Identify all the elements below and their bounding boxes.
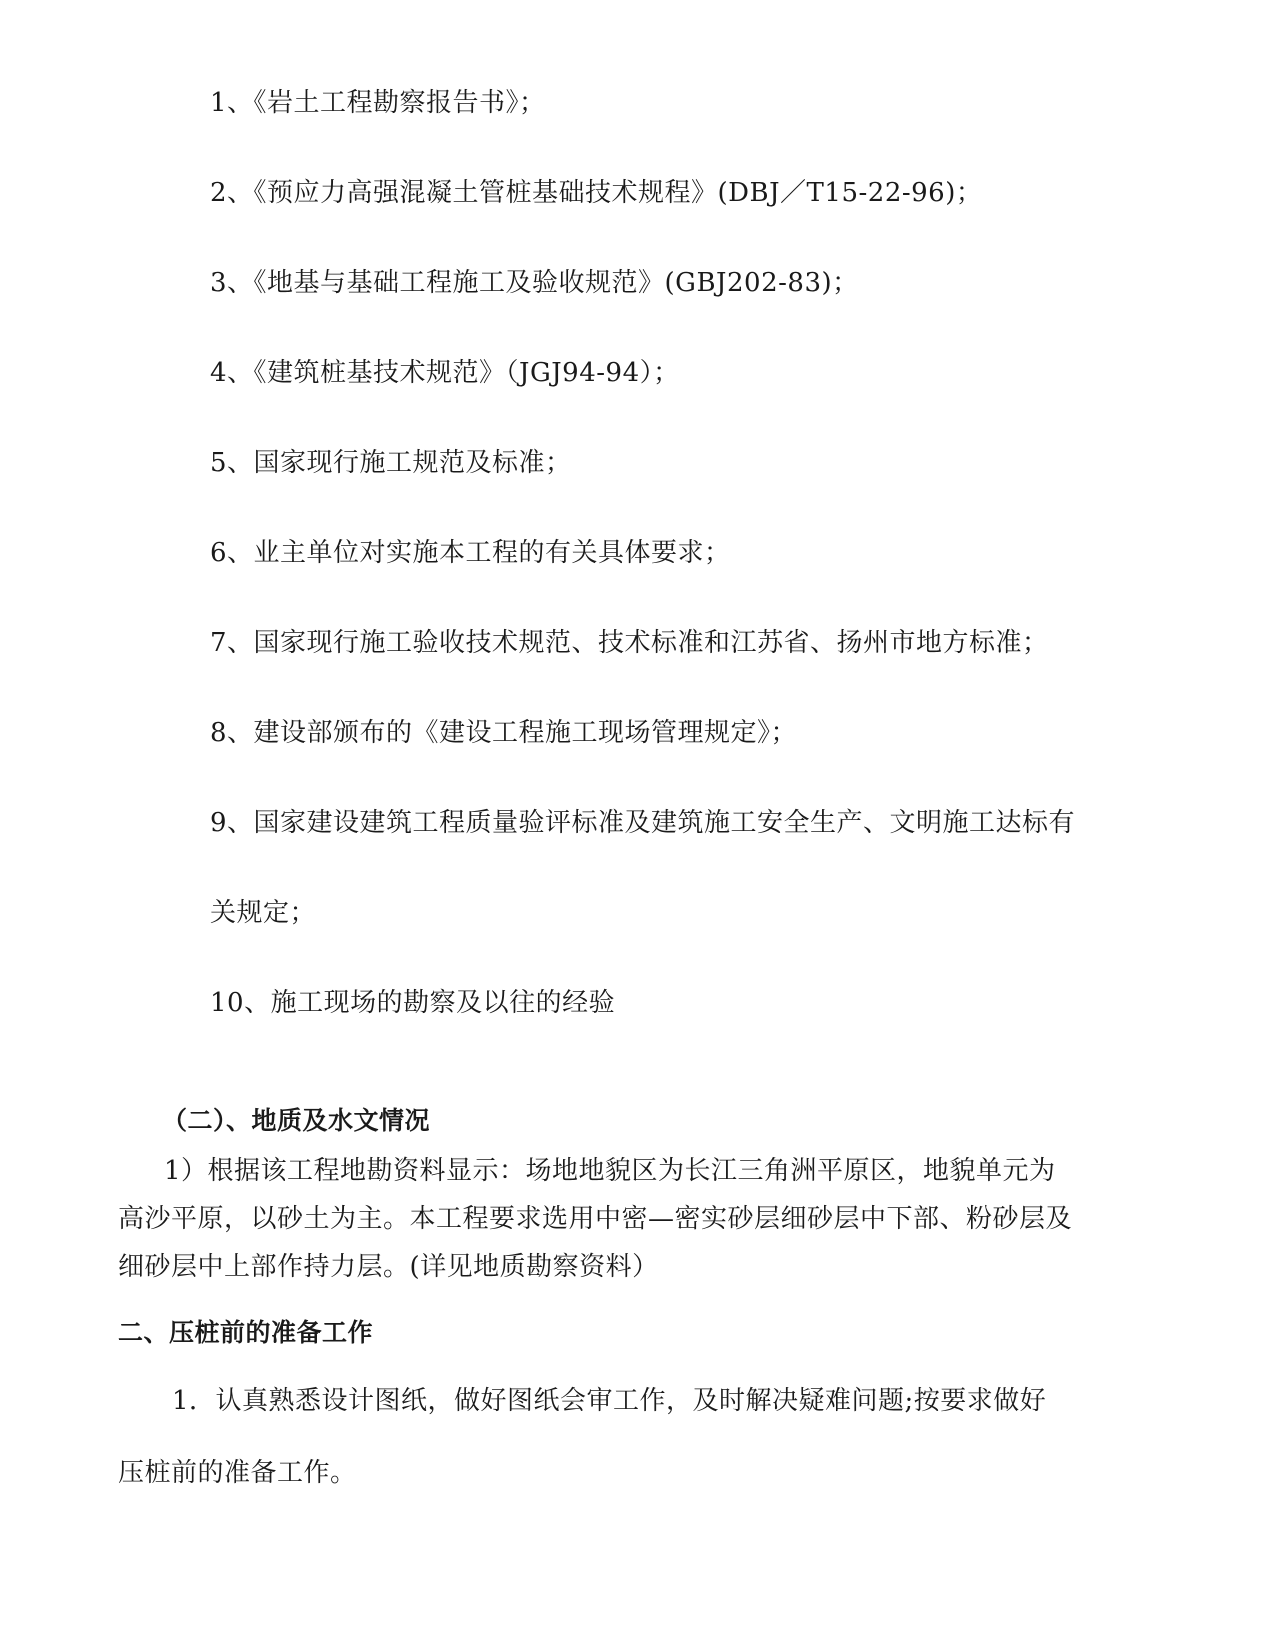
basis-item-8: 8、建设部颁布的《建设工程施工现场管理规定》； — [210, 718, 798, 748]
basis-item-5: 5、国家现行施工规范及标准； — [210, 448, 572, 478]
geology-paragraph-line-2: 高沙平原，以砂土为主。本工程要求选用中密—密实砂层细砂层中下部、粉砂层及 — [118, 1204, 1073, 1234]
basis-item-6: 6、业主单位对实施本工程的有关具体要求； — [210, 538, 731, 568]
geology-paragraph-line-3: 细砂层中上部作持力层。(详见地质勘察资料） — [118, 1252, 659, 1282]
basis-item-3: 3、《地基与基础工程施工及验收规范》(GBJ202-83)； — [210, 268, 859, 298]
basis-item-7: 7、国家现行施工验收技术规范、技术标准和江苏省、扬州市地方标准； — [210, 628, 1049, 658]
geology-paragraph-line-1: 1）根据该工程地勘资料显示：场地地貌区为长江三角洲平原区，地貌单元为 — [164, 1156, 1056, 1186]
basis-item-9: 9、国家建设建筑工程质量验评标准及建筑施工安全生产、文明施工达标有 — [210, 808, 1076, 838]
basis-item-4: 4、《建筑桩基技术规范》（JGJ94-94）； — [210, 358, 680, 388]
basis-item-2: 2、《预应力高强混凝土管桩基础技术规程》(DBJ／T15-22-96)； — [210, 178, 983, 208]
preparation-paragraph-line-2: 压桩前的准备工作。 — [118, 1458, 357, 1488]
preparation-paragraph-line-1: 1．认真熟悉设计图纸，做好图纸会审工作，及时解决疑难问题;按要求做好 — [172, 1386, 1047, 1416]
preparation-heading: 二、压桩前的准备工作 — [118, 1318, 374, 1347]
basis-item-10: 10、施工现场的勘察及以往的经验 — [210, 988, 616, 1018]
basis-item-1: 1、《岩土工程勘察报告书》； — [210, 88, 546, 118]
geology-heading: （二）、地质及水文情况 — [162, 1106, 431, 1135]
basis-item-9-continued: 关规定； — [210, 898, 317, 928]
